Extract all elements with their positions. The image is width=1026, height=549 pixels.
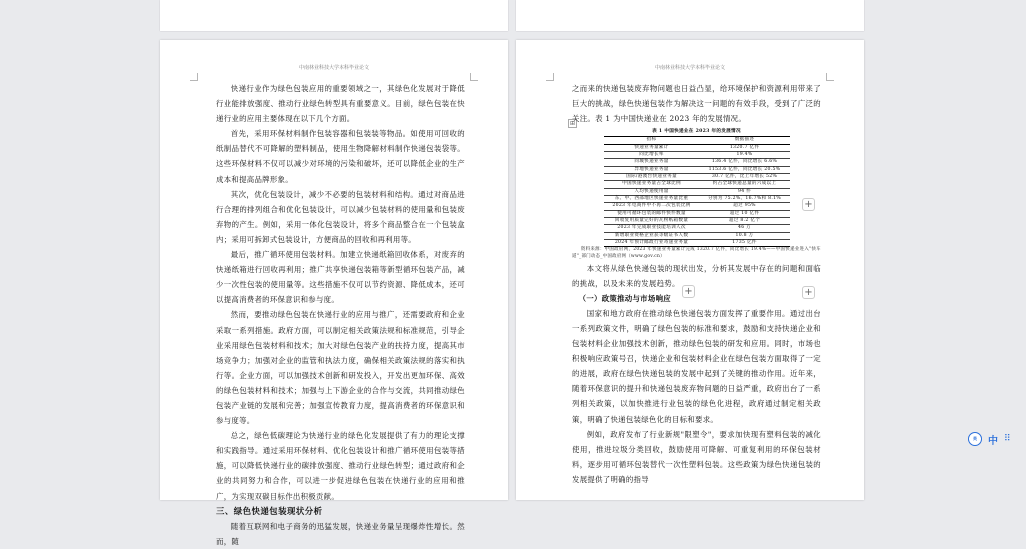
paragraph[interactable]: 例如，政府发布了行业新规"限塑令"，要求加快现有塑料包装的减化使用，推进垃圾分类回收，鼓励使用可降解、可重复利用的环保包装材料，逐步用可循环包装替代一次性塑料包装。这些政策为绿色快递包装的发展提供了明确的指导 (572, 429, 821, 484)
page-body[interactable] (572, 81, 821, 487)
table-row (604, 240, 790, 247)
ime-logo-icon[interactable]: 英 (968, 432, 982, 446)
table-row (604, 174, 790, 181)
table-cell[interactable]: 新增职业资格企业获等级证书人数 (614, 232, 689, 238)
ime-menu-dots-icon[interactable]: ⠿ (1004, 434, 1011, 444)
table-row (604, 188, 790, 195)
paragraph[interactable]: 首先，采用环保材料制作包装容器和包装装等物品。如使用可回收的纸制品替代不可降解的塑料制品，使用生物降解材料制作快递包装袋等。这些环保材料不仅可以减少对环境的污染和破坏，还可以降低企业的生产成本和提高品牌形象。 (216, 129, 465, 184)
table-cell[interactable]: 超过 10 亿件 (729, 210, 760, 216)
table-cell[interactable]: 回收复用质量完好的瓦楞纸箱数量 (614, 218, 689, 224)
ime-toolbar[interactable] (966, 431, 1026, 447)
table-cell[interactable]: 使用可循环包装的邮件快件数量 (617, 210, 686, 216)
table-cell[interactable]: 超过 95% (733, 203, 756, 209)
ime-language-toggle[interactable]: 中 (988, 435, 998, 447)
add-row-plus-icon[interactable]: + (682, 285, 695, 298)
table-cell[interactable]: 同城快递业务量 (634, 159, 669, 165)
table-header-row (604, 137, 790, 144)
paragraph[interactable]: 之而来的快递包装废弃物问题也日益凸显，给环境保护和资源利用带来了巨大的挑战，绿色快递包装作为解决这一问题的有效手段，受到了广泛的关注。表 1 为中国快递业在 2023 年的发展情况。 (572, 84, 821, 124)
table-cell[interactable]: 94 件 (737, 188, 752, 194)
paragraph[interactable]: 然而，要推动绿色包装在快递行业的应用与推广，还需要政府和企业采取一系列措施。政府方面，可以制定相关政策法规和标准规范，引导企业采用绿色包装材料和技术；加大对绿色包装产业的扶持力度，提高其市场竞争力；加强对企业的监管和执法力度，确保相关政策法规的落实和执行等。企业方面，可以加强技术创新和研发投入，开发出更加环保、高效的绿色包装材料和技术；加强与上下游企业的合作与交流，共同推动绿色包装产业链的发展和完善；加强宣传教育力度，提高消费者的环保意识和参与度等。 (216, 310, 465, 426)
table-row (604, 196, 790, 203)
table-caption[interactable]: 表 1 中国快递业在 2023 年的发展情况 (652, 129, 741, 135)
table-cell[interactable]: 2024 年预计邮政行业寄递业务量 (614, 240, 689, 246)
table-cell[interactable]: 人均快递使用量 (634, 188, 669, 194)
running-head: 中南林业科技大学本科毕业论文 (654, 65, 725, 71)
previous-page-bottom-right (516, 0, 864, 31)
table-cell[interactable]: 19.4% (736, 151, 753, 157)
paragraph[interactable]: 快递行业作为绿色包装应用的重要领域之一，其绿色化发展对于降低行业能排放强度、推动行业绿色转型具有重要意义。目前，绿色包装在快递行业的应用主要体现在以下几个方面。 (216, 84, 465, 124)
table-cell[interactable]: 1153.6 亿件，同比增长 20.5% (708, 166, 781, 172)
table-cell[interactable]: 约占全球快递总量的六成以上 (712, 181, 777, 187)
table-header-cell[interactable]: 指标 (646, 137, 657, 143)
add-column-plus-icon[interactable]: + (802, 198, 815, 211)
table-cell[interactable]: 中国快递业务量占全球比例 (622, 181, 681, 187)
table-row (604, 181, 790, 188)
table-cell[interactable]: 国际/港澳台快递业务量 (626, 174, 677, 179)
table-cell[interactable]: 1735 亿件 (732, 240, 757, 246)
table-cell[interactable]: 10.8 万 (735, 232, 754, 238)
table-cell[interactable]: 136.4 亿件，同比增长 6.6% (711, 159, 778, 165)
table-row (604, 225, 790, 232)
table-cell[interactable]: 1320.7 亿件 (729, 144, 760, 150)
paragraph[interactable]: 随着互联网和电子商务的迅猛发展，快递业务量呈现爆炸性增长。然而，随 (216, 521, 465, 546)
table-row (604, 144, 790, 151)
table-cell[interactable]: 2023 年完成职业技能培训人次 (617, 225, 686, 231)
section-heading[interactable]: 三、绿色快递包装现状分析 (216, 505, 323, 516)
paragraph[interactable]: 总之，绿色低碳理论为快递行业的绿色化发展提供了有力的理论支撑和实践指导。通过采用环保材料、优化包装设计和推广循环使用包装等措施，可以降低快递行业的碳排放强度、推动行业绿色转型；通过政府和企业的共同努力和合作，可以进一步促进绿色包装在快递行业的应用和推广，为实现双碳目标作出积极贡献。 (216, 431, 465, 501)
table-cell[interactable]: 2023 年电商件中不再二次包装比例 (612, 203, 691, 209)
paragraph[interactable]: 国家和地方政府在推动绿色快递包装方面发挥了重要作用。通过出台一系列政策文件，明确了绿色包装的标准和要求，鼓励和支持快递企业和包装材料企业加强技术创新，推动绿色包装的研发和应用。同时，市场也积极响应政策号召，快递企业和包装材料企业在绿色包装方面取得了一定的进展，政府在绿色快递包装的发展中起到了关键的推动作用。近年来，随着环保意识的提升和快递包装废弃物问题的日益严重，政府出台了一系列相关政策，以加快推进行业包装的绿色化进程，政府通过制定相关政策，明确了快递包装绿色化的目标和要求。 (572, 308, 821, 424)
table-source-note[interactable]: 资料来源：中国政府网，2023 年快递业务量累计完成 1320.7 亿件，同比增长 19.4%——中国快递业进入"快车道"_部门动态_中国政府网（www.gov.cn） (572, 247, 821, 260)
table-row (604, 218, 790, 225)
subsection-heading[interactable]: （一）政策推动与市场响应 (578, 293, 671, 303)
add-column-plus-icon[interactable]: + (802, 286, 815, 299)
table-move-handle-icon[interactable]: ⊞ (569, 120, 576, 127)
document-page-right[interactable] (516, 40, 864, 500)
table-cell[interactable]: 异地快递业务量 (634, 166, 669, 172)
document-page-left[interactable] (160, 40, 508, 546)
table-cell[interactable]: 东、中、西部地区快递业务量比重 (614, 196, 689, 202)
table-cell[interactable]: 超过 8.2 亿个 (728, 218, 761, 224)
table-row (604, 166, 790, 173)
data-table[interactable] (604, 136, 790, 247)
table-cell[interactable]: 分别为 75.2%、16.7%和 8.1% (708, 196, 782, 202)
table-cell[interactable]: 30.7 亿件，比上年增长 52% (711, 174, 778, 179)
margin-corner-mark (546, 73, 554, 81)
previous-page-bottom-left (160, 0, 508, 31)
paragraph[interactable]: 最后，推广循环使用包装材料。加建立快递纸箱回收体系，对废弃的快递纸箱进行回收再利用；推广共享快递包装箱等新型循环包装产品，减少一次性包装的使用量等。这些措施不仅可以节约资源、降低成本，还可以提高消费者的环保意识和参与度。 (216, 250, 465, 305)
table-row (604, 232, 790, 239)
table-row (604, 159, 790, 166)
paragraph[interactable]: 其次，优化包装设计，减少不必要的包装材料和结构。通过对商品进行合理的排列组合和优化包装设计，可以减少包装材料的使用量和包装废弃物的产生。例如，采用一体化包装设计，将多个商品整合在一个包装盒内；采用可拆卸式包装设计，方便商品的回收和再利用等。 (216, 189, 465, 244)
margin-corner-mark (470, 73, 478, 81)
table-row (604, 210, 790, 217)
page-body[interactable] (216, 81, 465, 549)
table-cell[interactable]: 同比增长率 (639, 151, 664, 157)
margin-corner-mark (190, 73, 198, 81)
paragraph[interactable]: 本文将从绿色快递包装的现状出发，分析其发展中存在的问题和面临的挑战，以及未来的发展趋势。 (572, 263, 821, 288)
table-header-cell[interactable]: 数据描述 (734, 137, 755, 143)
running-head: 中南林业科技大学本科毕业论文 (298, 65, 369, 71)
table-row (604, 151, 790, 158)
table-row (604, 203, 790, 210)
margin-corner-mark (826, 73, 834, 81)
table-cell[interactable]: 46 万 (737, 225, 752, 231)
table-cell[interactable]: 快递业务量累计 (634, 144, 669, 150)
